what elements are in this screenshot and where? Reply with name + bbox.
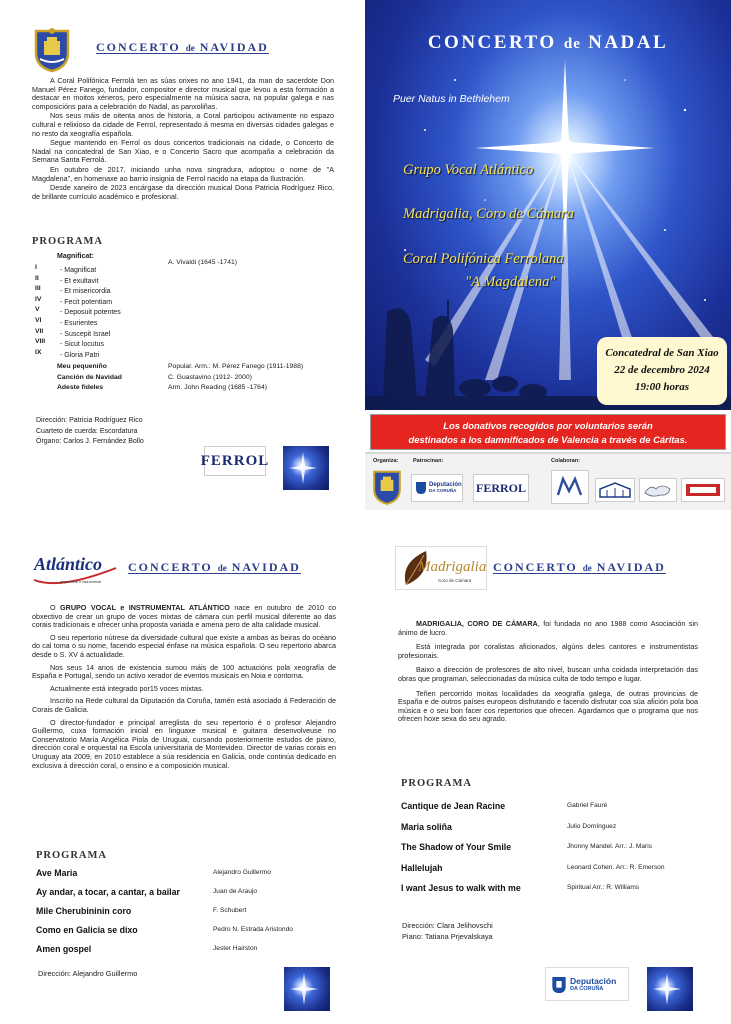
numeral: VII: [35, 327, 44, 335]
work-composer: Julio Domínguez: [567, 822, 617, 830]
program-list: [401, 801, 721, 904]
numeral: VI: [35, 316, 42, 324]
work-composer: Gabriel Fauré: [567, 802, 608, 809]
page-coral-polifonica: [0, 0, 365, 510]
magnificat-composer: A. Vivaldi (1645 -1741): [168, 259, 238, 266]
numeral: II: [35, 274, 39, 282]
choir-name: Madrigalia, Coro de Cámara: [403, 206, 575, 222]
work-title: Ave Maria: [36, 868, 78, 878]
program-row: [36, 887, 356, 906]
numeral: III: [35, 285, 41, 293]
collaborator-logo-priek-icon: [681, 478, 725, 502]
program-row: [401, 863, 721, 884]
atlantico-logo: [30, 550, 120, 594]
movement: - Fecit potentiam: [60, 298, 113, 306]
collaborator-logo-mf-icon: [551, 470, 589, 504]
work-composer: Leonard Cohen. Arr.: R. Emerson: [567, 863, 665, 871]
program-row: [57, 373, 357, 384]
organiza-label: Organiza:: [373, 458, 399, 464]
concert-header: CONCERTO de NAVIDAD: [128, 560, 301, 574]
madrigalia-logo-text: Madrigalia: [418, 559, 487, 575]
star-logo-icon: [284, 967, 330, 1011]
credit-line: Dirección: Patricia Rodríguez Rico: [36, 417, 143, 424]
concert-date: 22 de decembro 2024: [614, 364, 710, 376]
paragraph: Está integrada por coralistas aficionados, algúns deles cantores e instrumentistas profesionais.: [398, 642, 698, 660]
atlantico-logo-sub: grupo vocal e instrumental: [60, 580, 102, 584]
collaborator-logo-map-icon: [639, 478, 677, 502]
work-title: The Shadow of Your Smile: [401, 842, 512, 852]
credit-line: Órgano: Carlos J. Fernández Bollo: [36, 438, 144, 445]
work-composer: F. Schubert: [213, 907, 247, 914]
paragraph: Inscrito na Rede cultural da Diputación da Coruña, tamén está asociado á Federación de Corais de Galicia.: [32, 696, 336, 714]
movement: - Deposuit potentes: [60, 309, 121, 317]
movement: - Magnificat: [60, 267, 97, 274]
work-title: Canción de Navidad: [57, 373, 122, 381]
work-composer: Spiritual Arr.: R. Williams: [567, 884, 640, 891]
movement: - Et misericordia: [60, 288, 111, 296]
movement-list: [60, 266, 121, 361]
deputacion-logo: Deputación DA CORUÑA: [545, 967, 629, 1001]
sponsor-strip: [365, 452, 731, 510]
venue: Concatedral de San Xiao: [605, 347, 719, 359]
numeral: IX: [35, 348, 42, 356]
atlantico-text: [32, 604, 336, 771]
direction: Dirección: Alejandro Guillermo: [38, 969, 138, 978]
credits: [402, 921, 493, 942]
cover-poster: [365, 0, 731, 410]
paragraph: En outubro de 2017, iniciando unha nova singradura, adoptou o nome de "A Magdalena", en homenaxe ao barrio insignia de Ferrol nacido na etapa da Ilustración.: [32, 164, 334, 183]
paragraph: Nos seus 14 anos de existencia sumou máis de 100 actuacións pola xeografía de España e Portugal, sendo un activo xerador de eventos musicais en Noia e contorna.: [32, 662, 336, 681]
movement: - Suscepit Israel: [60, 330, 111, 338]
work-title: Como en Galicia se dixo: [36, 925, 138, 935]
paragraph: Nos seus máis de oitenta anos de historia, a Coral participou activamente no espazo cultural e relixioso da cidade de Ferrol, representado á mesma en diversas cidades galegas e no resto da xeografía española.: [32, 111, 334, 138]
paragraph: Segue mantendo en Ferrol os dous concertos tradicionais na cidade, o Concerto de Nadal na concatedral de San Xiao, e o Concerto Sacro que acompaña a celebración da Semana Santa Ferrolá.: [32, 138, 334, 165]
credits: [36, 416, 144, 448]
work-title: Ay andar, a tocar, a cantar, a bailar: [36, 887, 180, 897]
choir-name: "A Magdalena": [465, 274, 556, 290]
madrigalia-text: [398, 620, 698, 725]
deputacion-crest-icon: [551, 975, 567, 995]
program-row: [401, 801, 721, 822]
program-row: [401, 883, 721, 904]
work-title: Hallelujah: [401, 862, 443, 873]
deputacion-logo: Deputación DA CORUÑA: [411, 474, 463, 502]
ferrol-logo: FERROL: [204, 446, 266, 476]
paragraph: A Coral Polifónica Ferrolá ten as súas orixes no ano 1941, da man do sacerdote Don Manuel Pérez Fanego, fundador, compositor e director musical que levou a esta formación a destacar en moitos xéneros, pero especialmente na música sacra, na popular galega e nas composicións para a celebración do Nadal, as panxoliñas.: [32, 76, 334, 111]
concert-header: CONCERTO de NAVIDAD: [96, 40, 269, 54]
program-row: [401, 842, 721, 863]
other-works: [57, 362, 357, 394]
paragraph: Actualmente está integrado por15 voces mixtas.: [50, 683, 204, 693]
collaborator-logo-building-icon: [595, 478, 635, 502]
ferrol-logo: FERROL: [473, 474, 529, 502]
cover-subtitle: Puer Natus in Bethlehem: [393, 93, 510, 105]
patrocinan-label: Patrocinan:: [413, 458, 444, 464]
page-madrigalia: [365, 512, 731, 1024]
intro-paragraph: MADRIGALIA, CORO DE CÁMARA, foi fundada no ano 1988 como Asociación sin ánimo de lucro.: [398, 619, 698, 637]
program-row: [36, 925, 356, 944]
work-composer: C. Guastavino (1912- 2000): [168, 373, 252, 381]
program-row: [57, 383, 357, 394]
program-row: [401, 822, 721, 843]
work-composer: Alejandro Guillermo: [213, 869, 271, 876]
program-heading: PROGRAMA: [32, 236, 103, 247]
star-logo-icon: [647, 967, 693, 1011]
page-cover: [365, 0, 731, 510]
ferrol-coat-of-arms-icon: [32, 27, 72, 73]
movement: - Sicut locutus: [60, 341, 104, 349]
concert-time: 19:00 horas: [634, 381, 690, 393]
star-logo-icon: [283, 446, 329, 490]
program-row: [36, 944, 356, 963]
work-title: Mile Cherubininin coro: [36, 906, 132, 916]
paragraph: Desde xaneiro de 2023 encárgase da dirección musical Dona Patricia Rodríguez Rico, de brillante currículo académico e profesional.: [32, 183, 334, 201]
madrigalia-logo: [395, 546, 487, 590]
numeral: V: [35, 306, 40, 314]
program-list: [36, 868, 356, 963]
work-composer: Pedro N. Estrada Aristondo: [213, 926, 293, 933]
movement: - Et exultavit: [60, 277, 99, 285]
direction: Dirección: Clara Jelihovschi: [402, 921, 493, 930]
program-heading: PROGRAMA: [36, 850, 107, 861]
colaboran-label: Colaboran:: [551, 458, 581, 464]
donation-banner: Los donativos recogidos por voluntarios serán destinados a los damnificados de Valencia a través de Cáritas.: [370, 414, 726, 450]
page-grupo-atlantico: [0, 512, 365, 1024]
program-row: [36, 906, 356, 925]
piano: Piano: Tatiana Prjevalskaya: [402, 931, 493, 941]
paragraph: Baixo a dirección de profesores de alto nivel, buscan unha coidada interpretación das obras que programan, seleccionadas da música culta de todo tempo e lugar.: [398, 665, 698, 683]
work-composer: Juan de Araujo: [213, 888, 257, 895]
work-title: Meu pequeniño: [57, 363, 107, 370]
choir-name: Coral Polifónica Ferrolana: [403, 251, 564, 267]
program-row: [36, 868, 356, 887]
work-title: I want Jesus to walk with me: [401, 883, 521, 893]
credit-line: Cuarteto de cuerda: Escordatura: [36, 427, 138, 435]
numeral: IV: [35, 295, 42, 303]
paragraph: O director-fundador e principal arreglista do seu repertorio é o profesor Alejandro Guillermo, cuxa formación inicial en linguaxe musical e guitarra desenvolveuse no Conservatorio María Angélica Piola de Uruguai, cursando posteriormente estudos de piano, dirección coral e orquestal na Escola universitaria de Montevideo. Director de varias corais en Uruguay ata 2009, en 2010 establece a súa residencia en Galicia, onde continúa dedicado en exclusiva á dirección coral, o ensino e a composición musical.: [32, 717, 336, 770]
work-title: Cantique de Jean Racine: [401, 801, 506, 811]
intro-paragraph: O GRUPO VOCAL e INSTRUMENTAL ATLÁNTICO nace en outubro de 2010 co obxectivo de crear un grupo de voces mixtas de cámara cun perfil musical diferente ao das corais tradicionais e ofrecer unha proposta variada e amena pero de alta calidade musical.: [32, 603, 337, 630]
program-row: [57, 362, 357, 373]
madrigalia-logo-sub: Coro de Cámara: [438, 578, 472, 583]
work-title: Maria soliña: [401, 821, 452, 832]
work-composer: Jester Hairston: [213, 945, 258, 952]
numeral: VIII: [35, 338, 46, 346]
deputacion-crest-icon: [415, 481, 427, 495]
work-composer: Arm. John Reading (1685 -1764): [168, 384, 267, 391]
movement-numerals: [35, 263, 45, 358]
atlantico-logo-text: Atlántico: [34, 554, 103, 574]
magnificat-title: Magnificat:: [57, 253, 94, 260]
ferrol-coat-of-arms-icon: [371, 467, 403, 507]
paragraph: O seu repertorio nútrese da diversidade cultural que existe a ambas as beiras do océano do cal toma o su nome, facendo especial énfase na música española. O seu repertorio abarca desde o S. XV á actualidade.: [32, 632, 336, 659]
paragraph: Teñen percorrido moitas localidades da xeografía galega, de outras provincias de España e de outros países europeos disfrutando e facendo disfrutar coa súa afición pola boa música e o seu bon facer cos repertorios que ofrecen. Agardamos que o programa que nos ofrecen hoxe sexa do seu agrado.: [398, 688, 698, 724]
venue-box: [597, 337, 727, 405]
movement: - Gloria Patri: [60, 351, 100, 359]
program-heading: PROGRAMA: [401, 778, 472, 789]
work-title: Amen gospel: [36, 944, 92, 954]
numeral: I: [35, 264, 37, 271]
work-title: Adeste fideles: [57, 384, 104, 391]
work-composer: Jhonny Mandel. Arr.: J. Maris: [567, 843, 653, 850]
cover-title: CONCERTO de NADAL: [427, 32, 669, 53]
concert-header: CONCERTO de NAVIDAD: [493, 560, 666, 574]
movement: - Esurientes: [60, 319, 98, 327]
coral-history-text: [32, 77, 334, 202]
work-composer: Popular. Arm.: M. Pérez Fanego (1911-1988): [168, 363, 304, 370]
choir-name: Grupo Vocal Atlántico: [403, 162, 534, 178]
